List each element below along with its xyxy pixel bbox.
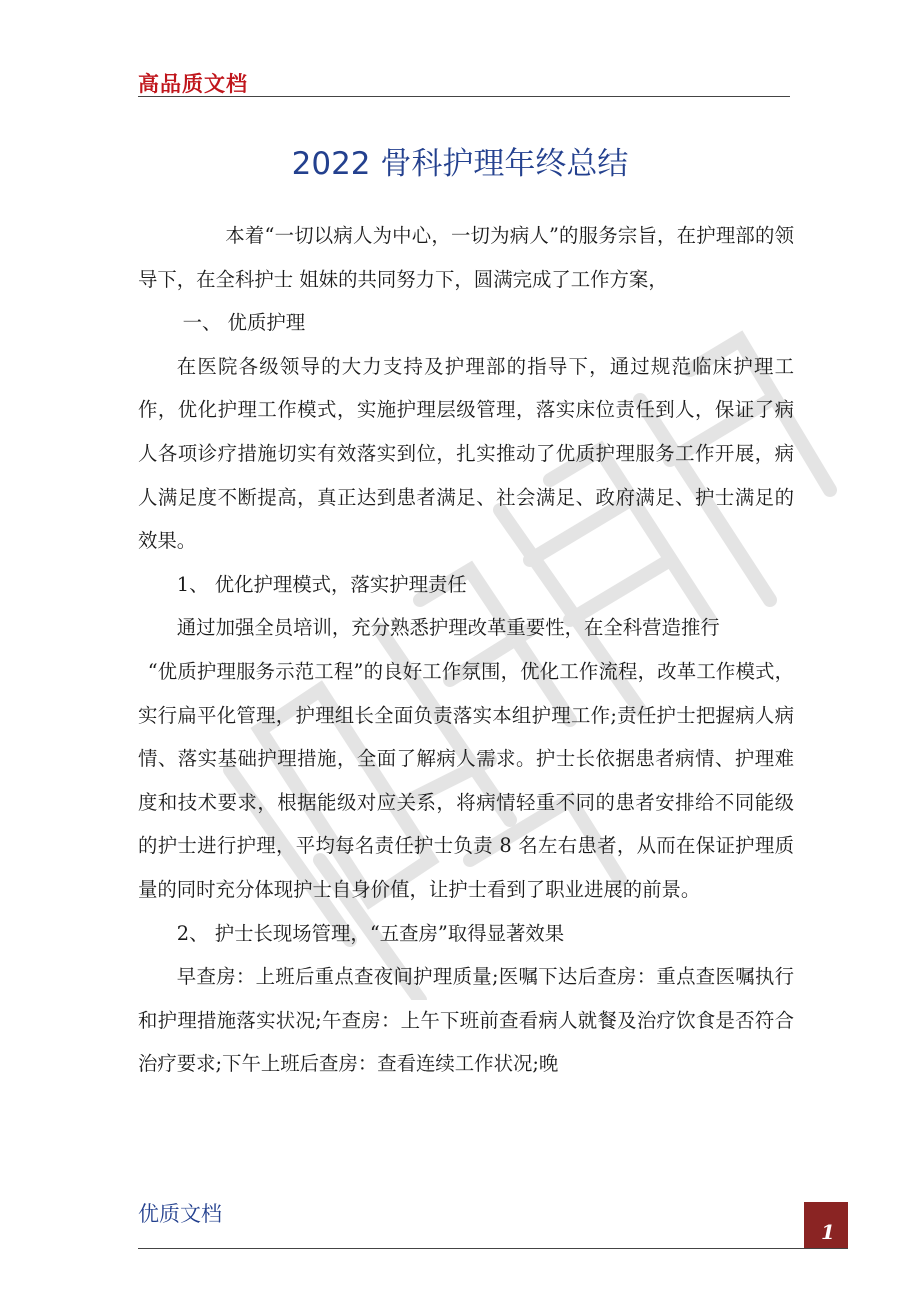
subsection-heading-2: 2、 护士长现场管理，“五查房”取得显著效果	[176, 921, 565, 945]
page-number: 1	[821, 1220, 835, 1244]
paragraph-intro: 本着“一切以病人为中心，一切为病人”的服务宗旨，在护理部的领导下，在全科护士 姐妹的共同努力下，圆满完成了工作方案，	[138, 224, 794, 291]
paragraph-training: 通过加强全员培训，充分熟悉护理改革重要性，在全科营造推行	[176, 616, 720, 640]
subsection-heading-1: 1、 优化护理模式，落实护理责任	[176, 572, 467, 596]
header-divider	[138, 96, 790, 97]
document-body	[138, 214, 794, 1086]
document-title: 2022 骨科护理年终总结	[291, 146, 629, 182]
header-brand: 高品质文档	[138, 72, 248, 96]
section-heading-1: 一、 优质护理	[182, 311, 306, 335]
paragraph-model: “优质护理服务示范工程”的良好工作氛围，优化工作流程，改革工作模式，实行扁平化管理，护理组长全面负责落实本组护理工作;责任护士把握病人病情、落实基础护理措施，全面了解病人需求。护士长依据患者病情、护理难度和技术要求，根据能级对应关系，将病情轻重不同的患者安排给不同能级的护士进行护理，平均每名责任护士负责 8 名左右患者，从而在保证护理质量的同时充分体现护士自身价值，让护士看到了职业进展的前景。	[138, 659, 794, 901]
footer-divider	[138, 1248, 848, 1249]
footer-label: 优质文档	[138, 1202, 222, 1226]
paragraph-rounds: 早查房：上班后重点查夜间护理质量;医嘱下达后查房：重点查医嘱执行和护理措施落实状况;午查房：上午下班前查看病人就餐及治疗饮食是否符合治疗要求;下午上班后查房：查看连续工作状况;晚	[138, 965, 794, 1076]
paragraph-quality-care: 在医院各级领导的大力支持及护理部的指导下，通过规范临床护理工作，优化护理工作模式，实施护理层级管理，落实床位责任到人，保证了病人各项诊疗措施切实有效落实到位，扎实推动了优质护理服务工作开展，病人满足度不断提高，真正达到患者满足、社会满足、政府满足、护士满足的效果。	[138, 354, 794, 553]
